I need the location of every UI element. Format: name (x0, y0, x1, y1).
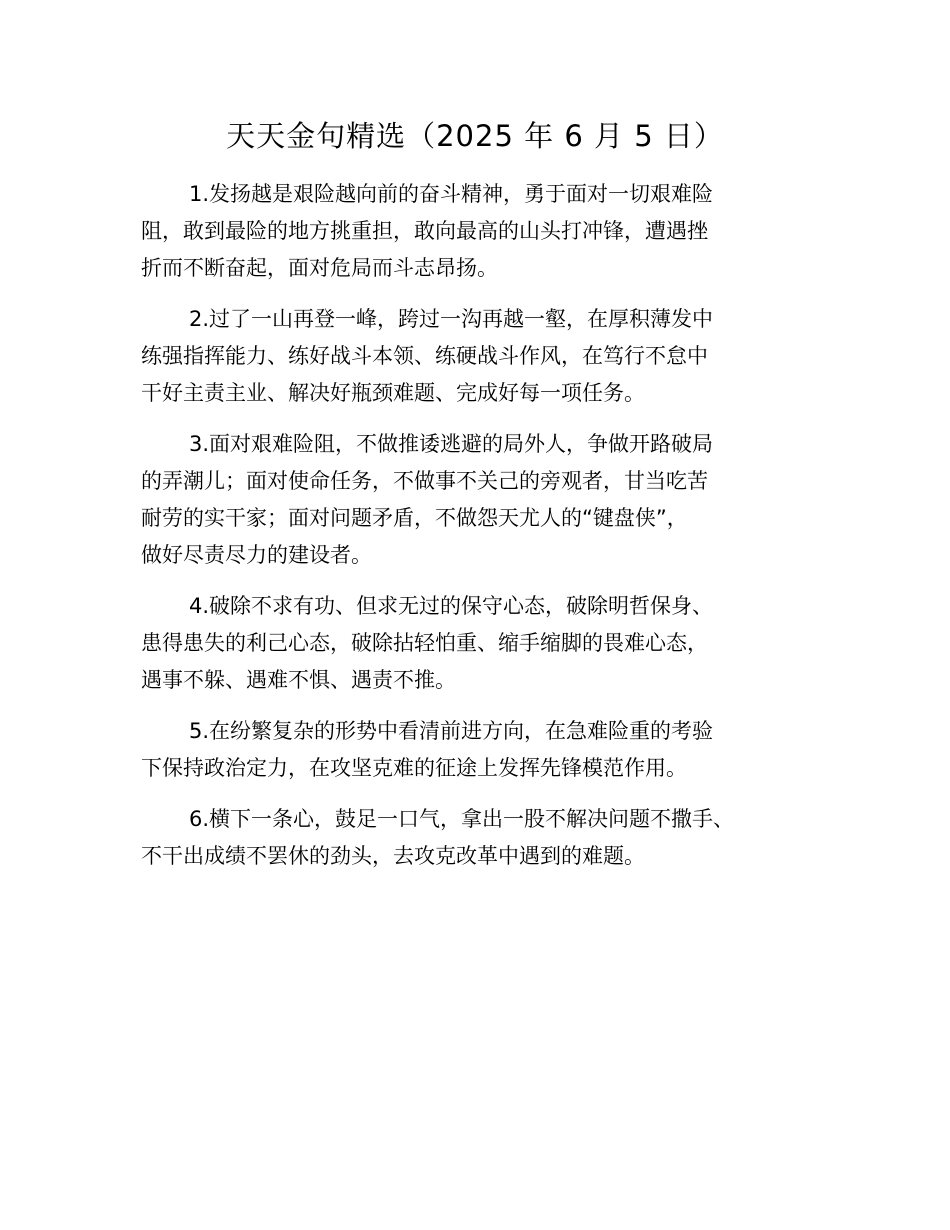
paragraph-line: 遇事不躲、遇难不惧、遇责不推。 (141, 668, 456, 692)
paragraph-line: 阻，敢到最险的地方挑重担，敢向最高的山头打冲锋，遭遇挫 (141, 219, 708, 243)
paragraph-line: 不干出成绩不罢休的劲头，去攻克改革中遇到的难题。 (141, 844, 645, 868)
quote-paragraph-4 (141, 588, 825, 699)
document-body (141, 176, 825, 889)
paragraph-line: 做好尽责尽力的建设者。 (141, 543, 372, 567)
paragraph-line: 4.破除不求有功、但求无过的保守心态，破除明哲保身、 (189, 594, 714, 618)
document-title: 天天金句精选（2025 年 6 月 5 日） (226, 119, 724, 153)
paragraph-line: 2.过了一山再登一峰，跨过一沟再越一壑，在厚积薄发中 (189, 307, 714, 331)
paragraph-line: 患得患失的利己心态，破除拈轻怕重、缩手缩脚的畏难心态， (141, 631, 708, 655)
paragraph-line: 耐劳的实干家；面对问题矛盾，不做怨天尤人的“键盘侠”， (141, 506, 688, 530)
paragraph-line: 5.在纷繁复杂的形势中看清前进方向，在急难险重的考验 (189, 719, 714, 743)
paragraph-line: 干好主责主业、解决好瓶颈难题、完成好每一项任务。 (141, 381, 645, 405)
quote-paragraph-5 (141, 713, 825, 787)
quote-paragraph-2 (141, 301, 825, 412)
paragraph-line: 下保持政治定力，在攻坚克难的征途上发挥先锋模范作用。 (141, 756, 687, 780)
paragraph-line: 折而不断奋起，面对危局而斗志昂扬。 (141, 256, 498, 280)
quote-paragraph-1 (141, 176, 825, 287)
paragraph-line: 6.横下一条心，鼓足一口气，拿出一股不解决问题不撒手、 (189, 807, 735, 831)
paragraph-line: 3.面对艰难险阻，不做推诿逃避的局外人，争做开路破局 (189, 432, 714, 456)
paragraph-line: 1.发扬越是艰险越向前的奋斗精神，勇于面对一切艰难险 (189, 182, 714, 206)
quote-paragraph-3 (141, 426, 825, 574)
paragraph-line: 练强指挥能力、练好战斗本领、练硬战斗作风，在笃行不怠中 (141, 344, 708, 368)
paragraph-line: 的弄潮儿；面对使命任务，不做事不关己的旁观者，甘当吃苦 (141, 469, 708, 493)
quote-paragraph-6 (141, 801, 825, 875)
